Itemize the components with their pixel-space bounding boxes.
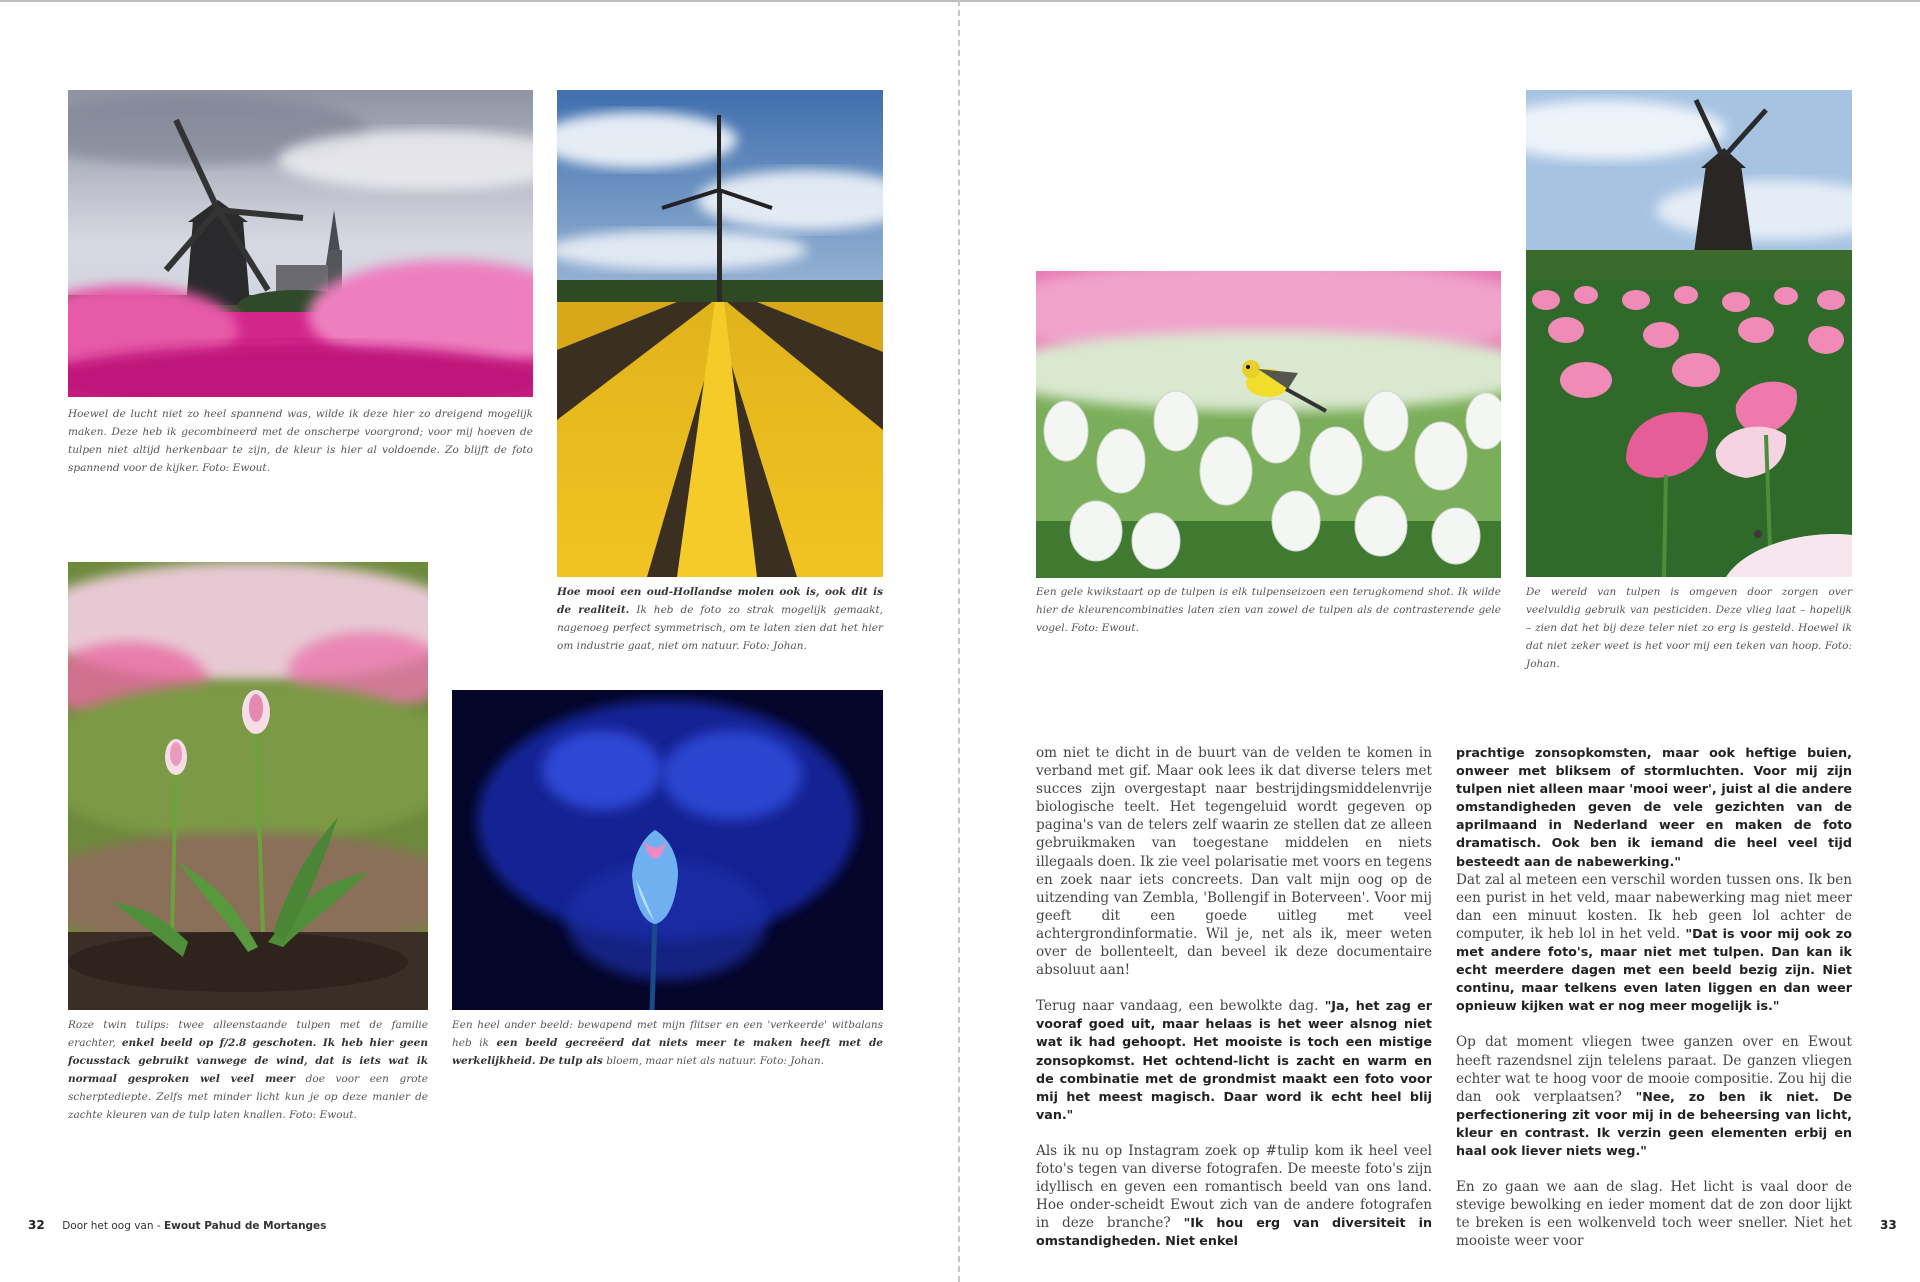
article-quote: "Ik hou erg van diversiteit in omstandigheden. Niet enkel [1036, 1215, 1432, 1249]
article-quote: "Ja, het zag er vooraf goed uit, maar helaas is het weer alsnog niet wat ik had gehoopt. Het mooiste is toch een mistige zonsopkomst. Het ochtend-licht is zacht en warm en de combinatie met de grondmist maakt een foto voor mij het meest magisch. Daar word ik echt heel blij van." [1036, 998, 1432, 1122]
caption-text: Ik heb de foto zo strak mogelijk gemaakt, nagenoeg perfect symmetrisch, om te laten zien dat het hier om industrie gaat, niet om natuur. Foto: Johan. [557, 604, 884, 652]
left-page-footer [28, 1218, 326, 1232]
caption-text-bold: een beeld gecreëerd dat niets meer te maken heeft met de werkelijkheid. De tulp als [452, 1037, 883, 1067]
article-paragraph: En zo gaan we aan de slag. Het licht is vaal door de stevige bewolking en ieder moment dat de zon door lijkt te breken is een wolkenveld toch weer sneller. Niet het mooiste weer voor [1456, 1179, 1852, 1250]
caption-blue-tulip [452, 1016, 883, 1070]
page-number: 33 [1880, 1218, 1897, 1232]
page-number: 32 [28, 1218, 45, 1232]
article-paragraph [1456, 1033, 1852, 1160]
article-paragraph [1456, 744, 1852, 871]
photo-windmill-church [68, 90, 533, 397]
article-column-1 [1036, 744, 1432, 1268]
photo-mill-pink-tulips [1526, 90, 1852, 577]
running-head-name: Ewout Pahud de Mortanges [163, 1220, 327, 1232]
photo-blue-tulip [452, 690, 883, 1010]
article-text: Op dat moment vliegen twee ganzen over en Ewout heeft razendsnel zijn telelens paraat. De ganzen vliegen echter wat te hoog voor de mooie compositie. Zou hij die dan ook verplaatsen? [1456, 1034, 1852, 1105]
caption-text: bloem, maar niet als natuur. Foto: Johan. [606, 1055, 824, 1067]
article-quote: "Dat is voor mij ook zo met andere foto's, maar niet met tulpen. Dan kan ik echt meerdere dagen met een beeld bezig zijn. Niet continu, maar telkens even laten liggen en dan weer opnieuw kijken wat er nog meer mogelijk is." [1456, 925, 1853, 1014]
article-paragraph [1036, 1142, 1432, 1251]
article-text: Als ik nu op Instagram zoek op #tulip kom ik heel veel foto's tegen van diverse fotografen. De meeste foto's zijn idyllisch en geven een romantisch beeld van ons land. Hoe onder-scheidt Ewout zich van de andere fotografen in deze branche? [1036, 1142, 1432, 1232]
article-paragraph: om niet te dicht in de buurt van de velden te komen in verband met gif. Maar ook lees ik dat diverse telers met succes zijn overgestapt naar bestrijdingsmiddelenvrije biologische teelt. Het tegengeluid wordt gegeven op pagina's van de telers zelf waarin ze stellen dat ze alleen gebruikmaken van toegestane middelen en niets illegaals doen. Ik zie veel polarisatie met voors en tegens en zoek naar iets concreets. Dan valt mijn oog op de uitzending van Zembla, 'Bollengif in Boterveen'. Voor mij geeft dit een goede uitleg met veel achtergrondinformatie. Wil je, net als ik, meer weten over de bollenteelt, dan beveel ik deze documentaire absoluut aan! [1036, 745, 1432, 979]
caption-mill-pink-tulips: De wereld van tulpen is omgeven door zorgen over veelvuldig gebruik van pesticiden. Deze vlieg laat – hopelijk – zien dat het bij deze teler niet zo erg is gesteld. Hoewel ik dat niet zeker weet is het voor mij een teken van hoop. Foto: Johan. [1526, 586, 1852, 670]
article-quote: "Nee, zo ben ik niet. De perfectionering zit voor mij in de beheersing van licht, kleur en contrast. Ik verzin geen elementen erbij en haal ook liever niets weg." [1456, 1088, 1852, 1158]
article-text: Dat zal al meteen een verschil worden tussen ons. Ik ben een purist in het veld, maar nabewerking mag niet meer dan een minuut kosten. Ik heb geen lol achter de computer, ik heb lol in het veld. [1456, 871, 1852, 942]
article-text: Terug naar vandaag, een bewolkte dag. [1036, 998, 1319, 1015]
caption-lead: Hoe mooi een oud-Hollandse molen ook is, ook dit is de realiteit. [557, 586, 883, 616]
top-rule [0, 0, 1920, 2]
caption-wagtail: Een gele kwikstaart op de tulpen is elk tulpenseizoen een terugkomend shot. Ik wilde hier de kleurencombinaties laten zien van zowel de tulpen als de contrasterende gele vogel. Foto: Ewout. [1036, 586, 1501, 634]
right-page-footer [1880, 1218, 1897, 1232]
caption-twin-tulips [68, 1016, 428, 1124]
caption-text: doe voor een grote scherptediepte. Zelfs met minder licht kun je op deze manier de zachte kleuren van de tulp laten knallen. Foto: Ewout. [68, 1073, 428, 1121]
caption-text: Een heel ander beeld: bewapend met mijn flitser en een 'verkeerde' witbalans heb ik [452, 1019, 883, 1049]
caption-text-bold: enkel beeld op f/2.8 geschoten. Ik heb hier geen focusstack gebruikt vanwege de wind, dat is iets wat ik normaal gesproken wel veel meer [68, 1037, 428, 1085]
photo-wagtail [1036, 271, 1501, 578]
photo-wind-turbine [557, 90, 883, 577]
caption-windmill-church: Hoewel de lucht niet zo heel spannend was, wilde ik deze hier zo dreigend mogelijk maken. Deze heb ik gecombineerd met de onscherpe voorgrond; voor mij hoeven de tulpen niet altijd herkenbaar te zijn, de kleur is hier al voldoende. Zo blijft de foto spannend voor de kijker. Foto: Ewout. [68, 408, 533, 474]
article-paragraph [1036, 997, 1432, 1124]
article-quote: prachtige zonsopkomsten, maar ook heftige buien, onweer met bliksem of stormluchten. Voor mij zijn tulpen niet alleen maar 'mooi weer', juist al die andere omstandigheden geven de vele gezichten van de aprilmaand in Nederland weer en maken de foto dramatisch. Ook ben ik iemand die heel veel tijd besteedt aan de nabewerking." [1456, 745, 1852, 869]
running-head-prefix: Door het oog van - [62, 1220, 161, 1232]
caption-wind-turbine [557, 583, 883, 655]
running-head [62, 1220, 326, 1232]
caption-text: Roze twin tulips: twee alleenstaande tulpen met de familie erachter, [68, 1019, 428, 1049]
page-gutter [958, 0, 960, 1282]
photo-twin-tulips [68, 562, 428, 1010]
article-paragraph [1456, 871, 1852, 1016]
article-column-2 [1456, 744, 1852, 1268]
